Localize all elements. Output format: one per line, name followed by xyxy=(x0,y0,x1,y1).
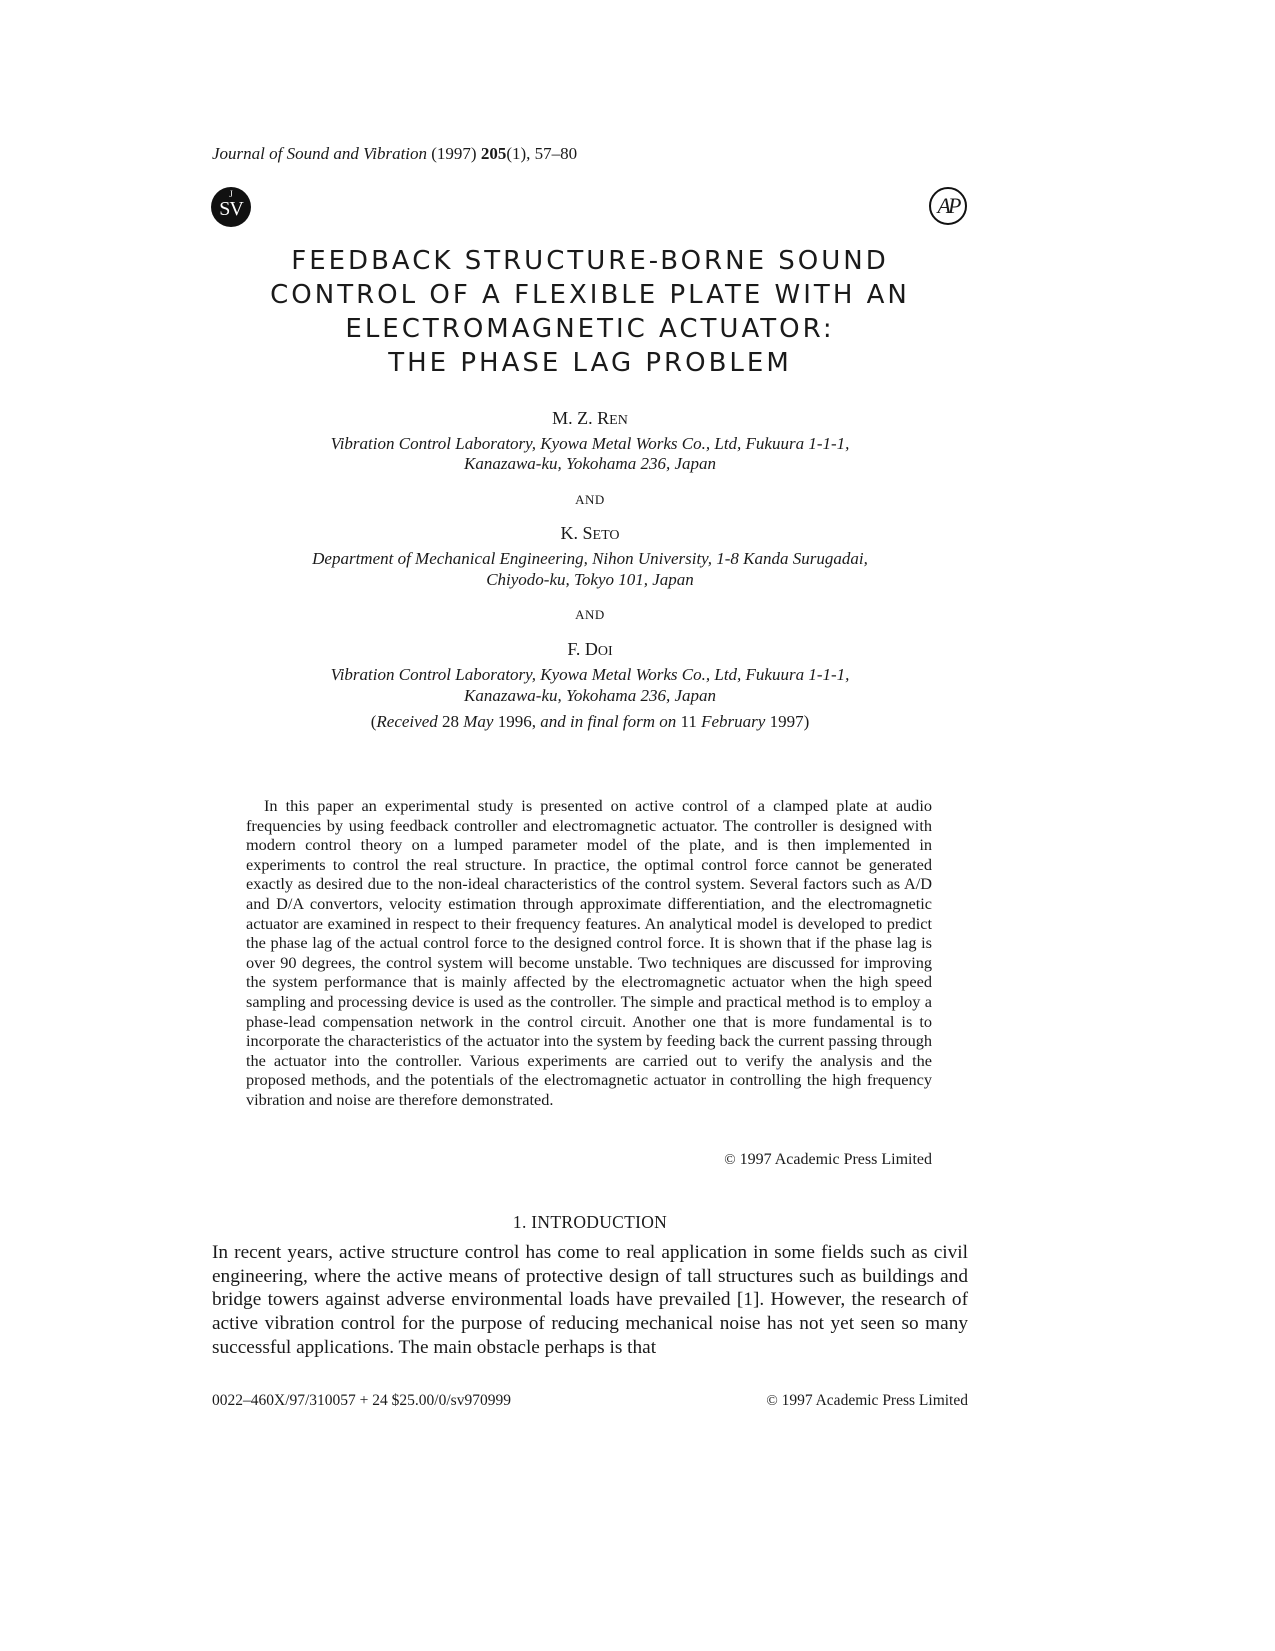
author-name: M. Z. REN xyxy=(552,408,628,428)
title-line: FEEDBACK STRUCTURE-BORNE SOUND xyxy=(291,246,889,276)
footer-code: 0022–460X/97/310057 + 24 $25.00/0/sv970999 xyxy=(212,1392,511,1409)
author-affiliation: Department of Mechanical Engineering, Nihon University, 1-8 Kanda Surugadai, xyxy=(312,549,868,568)
and-separator: AND xyxy=(575,492,605,507)
sv-logo-text: SV xyxy=(219,198,243,220)
journal-volume: 205 xyxy=(480,144,507,163)
abstract-text: In this paper an experimental study is presented on active control of a clamped plate at audio frequencies by using feedback controller and electromagnetic actuator. The controller is designed with modern control theory on a lumped parameter model of the plate, and is then implemented in experiments to control the real structure. In practice, the optimal control force cannot be generated exactly as desired due to the non-ideal characteristics of the control system. Several factors such as A/D and D/A convertors, velocity estimation through approximate differentiation, and the electromagnetic actuator are examined in respect to their frequency features. An analytical model is developed to predict the phase lag of the actual control force to the designed control force. It is shown that if the phase lag is over 90 degrees, the control system will become unstable. Two techniques are discussed for improving the system performance that is mainly affected by the electromagnetic actuator when the high speed sampling and processing device is used as the controller. The simple and practical method is to employ a phase-lead compensation network in the control circuit. Another one that is more fundamental is to incorporate the characteristics of the actuator into the system by feeding back the current passing through the actuator into the controller. Various experiments are carried out to verify the analysis and the proposed methods, and the potentials of the electromagnetic actuator in controlling the high frequency vibration and noise are therefore demonstrated. xyxy=(246,796,932,1109)
journal-issue-pages: (1), 57–80 xyxy=(506,144,578,163)
title-line: CONTROL OF A FLEXIBLE PLATE WITH AN xyxy=(270,280,910,310)
and-separator: AND xyxy=(575,607,605,622)
author-name: K. SETO xyxy=(560,523,620,543)
copyright-symbol: © xyxy=(724,1152,736,1168)
author-affiliation: Vibration Control Laboratory, Kyowa Metal Works Co., Ltd, Fukuura 1-1-1, xyxy=(330,665,850,684)
journal-reference xyxy=(212,144,577,164)
copyright-symbol: © xyxy=(766,1393,778,1409)
title-line: ELECTROMAGNETIC ACTUATOR: xyxy=(345,314,835,344)
journal-name: Journal of Sound and Vibration xyxy=(212,144,428,163)
ap-logo xyxy=(929,187,967,225)
received-dates: (Received 28 May 1996, and in final form on 11 February 1997) xyxy=(370,712,810,731)
abstract-copyright: © 1997 Academic Press Limited xyxy=(724,1151,932,1168)
author-name: F. DOI xyxy=(567,639,613,659)
sv-logo xyxy=(211,187,251,227)
author-affiliation: Vibration Control Laboratory, Kyowa Metal Works Co., Ltd, Fukuura 1-1-1, xyxy=(330,434,850,453)
author-affiliation: Kanazawa-ku, Yokohama 236, Japan xyxy=(463,454,716,473)
title-line: THE PHASE LAG PROBLEM xyxy=(388,348,792,378)
paper-title xyxy=(212,244,968,380)
introduction-text: In recent years, active structure control has come to real application in some fields such as civil engineering, where the active means of protective design of tall structures such as buildings and bridge towers against adverse environmental loads have prevailed [1]. However, the research of active vibration control for the purpose of reducing mechanical noise has not yet seen so many successful applications. The main obstacle perhaps is that xyxy=(212,1242,968,1358)
author-affiliation: Chiyodo-ku, Tokyo 101, Japan xyxy=(486,570,694,589)
ap-logo-text: AP xyxy=(937,193,959,218)
sv-logo-small-text: J xyxy=(229,189,233,199)
section-heading: 1. INTRODUCTION xyxy=(512,1212,668,1232)
footer-copyright: © 1997 Academic Press Limited xyxy=(766,1392,968,1409)
journal-year: (1997) xyxy=(431,144,477,163)
author-affiliation: Kanazawa-ku, Yokohama 236, Japan xyxy=(463,686,716,705)
